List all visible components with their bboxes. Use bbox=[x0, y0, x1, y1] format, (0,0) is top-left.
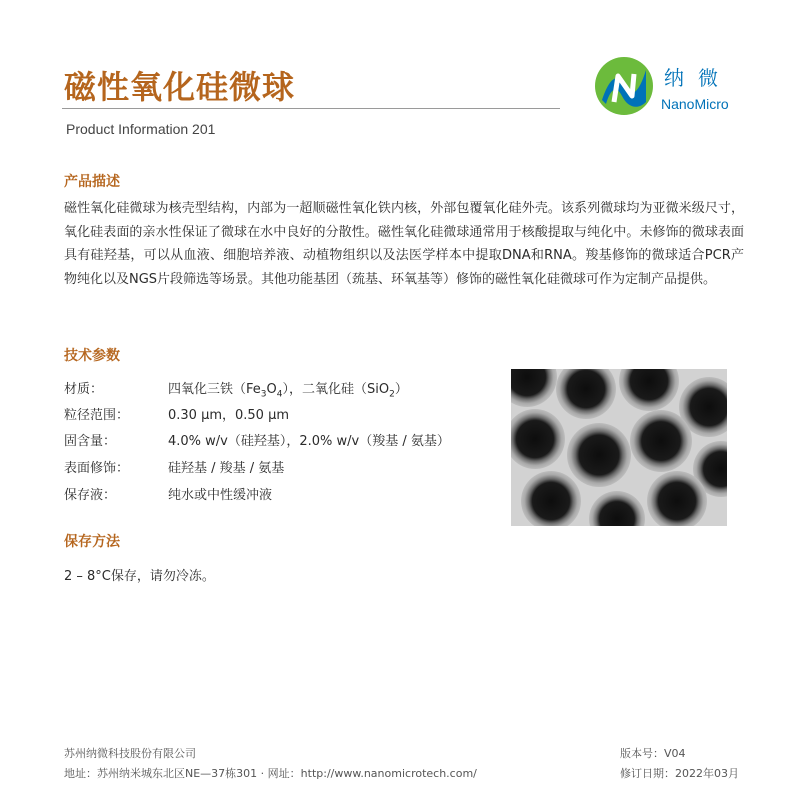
footer-revised-date: 修订日期：2022年03月 bbox=[620, 767, 739, 780]
spec-value: 纯水或中性缓冲液 bbox=[168, 488, 273, 503]
spec-value: 4.0% w/v（硅羟基），2.0% w/v（羧基 / 氨基） bbox=[168, 434, 450, 449]
title-divider bbox=[62, 108, 560, 109]
company-logo bbox=[594, 56, 744, 116]
microsphere-tem-image bbox=[511, 369, 727, 526]
footer-company: 苏州纳微科技股份有限公司 bbox=[64, 747, 196, 760]
spec-value: 0.30 μm，0.50 μm bbox=[168, 408, 290, 423]
logo-chinese-text: 纳微 bbox=[664, 66, 732, 90]
footer-version: 版本号：V04 bbox=[620, 747, 686, 760]
spec-label: 粒径范围： bbox=[64, 408, 130, 423]
microsphere-image-icon bbox=[511, 369, 727, 526]
spec-label: 表面修饰： bbox=[64, 461, 130, 476]
spec-label: 固含量： bbox=[64, 434, 117, 449]
specs-heading: 技术参数 bbox=[64, 348, 120, 364]
footer-address: 地址：苏州纳米城东北区NE—37栋301 · 网址：http://www.nanomicrotech.com/ bbox=[64, 767, 477, 780]
storage-text: 2 – 8°C保存，请勿冷冻。 bbox=[64, 569, 215, 584]
spec-label: 材质： bbox=[64, 382, 104, 397]
description-heading: 产品描述 bbox=[64, 174, 120, 190]
spec-label: 保存液： bbox=[64, 488, 117, 503]
description-text: 磁性氧化硅微球为核壳型结构，内部为一超顺磁性氧化铁内核，外部包覆氧化硅外壳。该系列微球均为亚微米级尺寸，氧化硅表面的亲水性保证了微球在水中良好的分散性。磁性氧化硅微球通常用于核酸提取与纯化中。未修饰的微球表面具有硅羟基，可以从血液、细胞培养液、动植物组织以及法医学样本中提取DNA和RNA。羧基修饰的微球适合PCR产物纯化以及NGS片段筛选等场景。其他功能基团（巯基、环氧基等）修饰的磁性氧化硅微球可作为定制产品提供。 bbox=[64, 201, 744, 287]
storage-heading: 保存方法 bbox=[64, 534, 120, 550]
spec-value: 硅羟基 / 羧基 / 氨基 bbox=[168, 461, 285, 476]
page-subtitle: Product Information 201 bbox=[66, 121, 216, 137]
logo-english-text: NanoMicro bbox=[661, 96, 729, 112]
spec-value: 四氧化三铁$(Fe_3O_4)$，二氧化硅（SiO$_2$） bbox=[168, 382, 408, 400]
nanomicro-logo-icon bbox=[594, 56, 654, 116]
page-title: 磁性氧化硅微球 bbox=[64, 68, 296, 106]
